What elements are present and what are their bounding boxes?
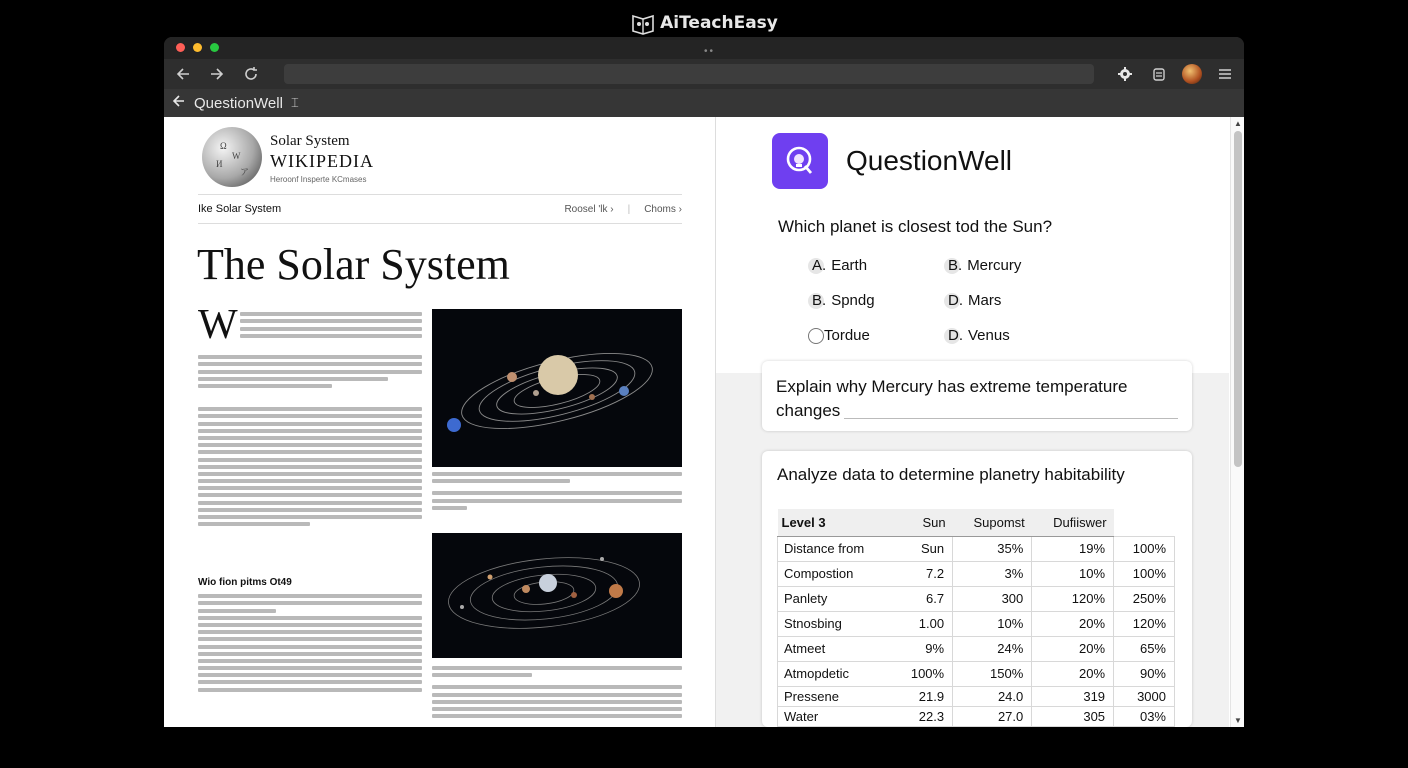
scroll-up-icon[interactable]: ▲	[1234, 119, 1242, 128]
wiki-section-heading: Wio fion pitms Ot49	[198, 577, 292, 588]
book-logo-icon	[630, 10, 656, 36]
table-cell: 24.0	[953, 686, 1032, 706]
table-row	[778, 586, 1175, 611]
table-cell: 10%	[1032, 561, 1114, 586]
table-row-label: Atmopdetic	[778, 661, 893, 686]
table-cell: 150%	[953, 661, 1032, 686]
wiki-paragraph-1	[240, 309, 422, 341]
answer-input-line[interactable]	[844, 418, 1178, 419]
table-row-label: Atmeet	[778, 636, 893, 661]
wiki-article-title: The Solar System	[197, 240, 510, 289]
table-row-label: Pressene	[778, 686, 893, 706]
table-cell: 305	[1032, 706, 1114, 726]
scroll-down-icon[interactable]: ▼	[1234, 716, 1242, 725]
wiki-tagline: Heroonf Insperte KCmases	[270, 175, 367, 184]
wikipedia-globe-logo[interactable]: Ω W И ア	[202, 127, 262, 187]
table-cell: 100%	[892, 661, 952, 686]
browser-window	[164, 37, 1244, 727]
questionwell-title: QuestionWell	[846, 145, 1013, 176]
table-cell: 24%	[953, 636, 1032, 661]
table-cell: 27.0	[953, 706, 1032, 726]
maximize-window-button[interactable]	[210, 43, 219, 52]
wiki-logo-name: Solar System	[270, 133, 350, 149]
solar-system-illustration-1[interactable]	[432, 309, 682, 467]
table-header: Supomst	[953, 509, 1032, 536]
table-cell: 90%	[1114, 661, 1175, 686]
extension-header	[164, 89, 1244, 117]
question-2-card[interactable]	[762, 361, 1192, 431]
figure-caption-1	[432, 469, 682, 513]
wiki-paragraph-2	[198, 352, 422, 391]
back-icon[interactable]	[172, 63, 194, 85]
reader-icon[interactable]	[1148, 63, 1170, 85]
figure-caption-2	[432, 663, 682, 721]
panel-scrollbar[interactable]	[1230, 117, 1244, 727]
table-cell: 6.7	[892, 586, 952, 611]
table-cell: 100%	[1114, 536, 1175, 561]
table-row	[778, 536, 1175, 561]
question-2-text: Explain why Mercury has extreme temperature changes	[776, 377, 1128, 420]
table-cell: 19%	[1032, 536, 1114, 561]
title-bar	[164, 37, 1244, 59]
table-row-label: Compostion	[778, 561, 893, 586]
extension-back-icon[interactable]	[172, 94, 186, 112]
table-cell: 1.00	[892, 611, 952, 636]
brand-header	[0, 10, 1408, 36]
solar-system-illustration-2[interactable]	[432, 533, 682, 658]
reload-icon[interactable]	[240, 63, 262, 85]
table-cell: Sun	[892, 536, 952, 561]
table-cell: 35%	[953, 536, 1032, 561]
extension-puzzle-icon[interactable]	[1114, 63, 1136, 85]
table-row	[778, 561, 1175, 586]
table-row	[778, 686, 1175, 706]
questionwell-panel	[716, 117, 1244, 727]
question-3-card	[762, 451, 1192, 727]
option-d-mars[interactable]: D. Mars	[944, 292, 1001, 309]
habitability-data-table	[777, 509, 1175, 727]
wikipedia-page	[164, 117, 716, 727]
option-tordue[interactable]: Tordue	[808, 327, 870, 344]
table-row	[778, 706, 1175, 726]
table-cell: 21.9	[892, 686, 952, 706]
menu-icon[interactable]	[1214, 63, 1236, 85]
wiki-article-label: Ike Solar System	[198, 203, 282, 215]
table-row	[778, 636, 1175, 661]
table-cell: 20%	[1032, 611, 1114, 636]
question-1: Which planet is closest tod the Sun?	[778, 217, 1053, 236]
table-header: Dufiiswer	[1032, 509, 1114, 536]
window-grip-icon[interactable]: ••	[704, 46, 716, 57]
option-b-spndg[interactable]: B. Spndg	[808, 292, 875, 309]
option-a-earth[interactable]: A. Earth	[808, 257, 867, 274]
table-cell: 65%	[1114, 636, 1175, 661]
table-cell: 250%	[1114, 586, 1175, 611]
table-row	[778, 611, 1175, 636]
table-cell: 300	[953, 586, 1032, 611]
scrollbar-thumb[interactable]	[1234, 131, 1242, 467]
lightbulb-q-icon	[783, 144, 817, 178]
browser-toolbar	[164, 59, 1244, 89]
table-cell: 03%	[1114, 706, 1175, 726]
table-cell: 120%	[1114, 611, 1175, 636]
table-cell: 9%	[892, 636, 952, 661]
cursor-icon: ⌶	[290, 95, 299, 110]
table-cell: 20%	[1032, 636, 1114, 661]
table-cell: 319	[1032, 686, 1114, 706]
table-cell: 20%	[1032, 661, 1114, 686]
table-header-row	[778, 509, 1175, 536]
extension-title: QuestionWell	[194, 94, 283, 112]
table-level-header: Level 3 Sun	[778, 509, 953, 536]
option-radio-icon	[808, 328, 824, 344]
table-row-label: Panlety	[778, 586, 893, 611]
table-cell: 100%	[1114, 561, 1175, 586]
table-row-label: Water	[778, 706, 893, 726]
wiki-nav-link-1[interactable]: Roosel 'lk ›	[564, 203, 614, 215]
table-cell: 10%	[953, 611, 1032, 636]
profile-avatar[interactable]	[1182, 64, 1202, 84]
minimize-window-button[interactable]	[193, 43, 202, 52]
wiki-paragraph-4	[198, 591, 422, 695]
browser-content	[164, 117, 1244, 727]
table-cell: 120%	[1032, 586, 1114, 611]
table-row-label: Stnosbing	[778, 611, 893, 636]
table-cell: 3%	[953, 561, 1032, 586]
wiki-paragraph-3	[198, 404, 422, 529]
forward-icon[interactable]	[206, 63, 228, 85]
option-b-mercury[interactable]: B. Mercury	[944, 257, 1021, 274]
table-cell: 7.2	[892, 561, 952, 586]
brand-name: AiTeachEasy	[660, 13, 778, 33]
table-row-label: Distance from	[778, 536, 893, 561]
question-3-text: Analyze data to determine planetry habitability	[777, 465, 1125, 484]
address-bar[interactable]	[284, 64, 1094, 84]
wiki-wordmark: WIKIPEDIA	[270, 151, 374, 171]
table-row	[778, 661, 1175, 686]
questionwell-logo	[772, 133, 828, 189]
wiki-dropcap: W	[198, 302, 238, 348]
option-d-venus[interactable]: D. Venus	[944, 327, 1010, 344]
table-cell: 3000	[1114, 686, 1175, 706]
table-cell: 22.3	[892, 706, 952, 726]
wiki-article-bar: Ike Solar System Roosel 'lk › | Choms ›	[198, 194, 682, 224]
wiki-nav-link-2[interactable]: Choms ›	[644, 203, 682, 215]
close-window-button[interactable]	[176, 43, 185, 52]
